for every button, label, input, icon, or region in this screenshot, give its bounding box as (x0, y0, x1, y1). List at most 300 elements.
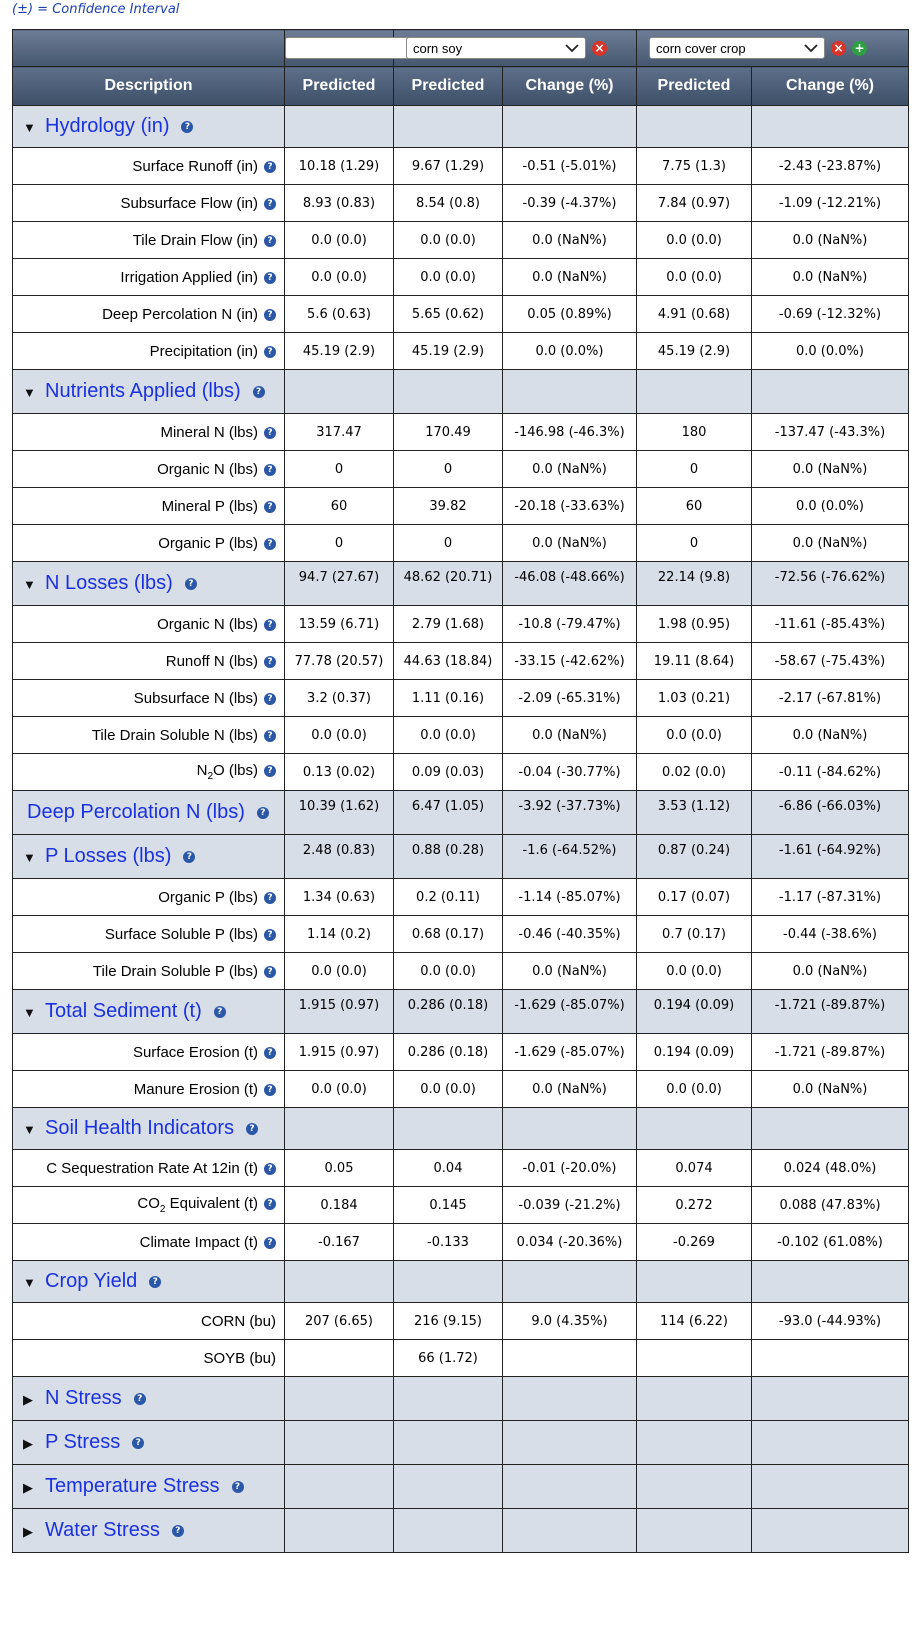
section-label[interactable]: Hydrology (in) (45, 115, 170, 137)
value-cell: 0 (285, 525, 394, 562)
column-header: Predicted (637, 67, 752, 106)
row-label-cell (13, 953, 285, 990)
value-cell: 1.03 (0.21) (637, 680, 752, 717)
value-cell: -146.98 (-46.3%) (503, 414, 637, 451)
collapsed-triangle-icon[interactable]: ▶ (23, 1436, 33, 1451)
section-value (752, 1377, 909, 1421)
section-value (637, 370, 752, 414)
value-cell: -137.47 (-43.3%) (752, 414, 909, 451)
section-value (285, 1377, 394, 1421)
section-label[interactable]: Soil Health Indicators (45, 1117, 234, 1139)
section-value: -1.6 (-64.52%) (503, 835, 637, 879)
value-cell: -2.09 (-65.31%) (503, 680, 637, 717)
section-label[interactable]: P Losses (lbs) (45, 845, 172, 867)
table-row (13, 222, 909, 259)
expanded-triangle-icon[interactable]: ▼ (23, 1122, 36, 1137)
section-value: -46.08 (-48.66%) (503, 562, 637, 606)
row-label: Tile Drain Soluble P (lbs) (92, 962, 258, 980)
value-cell: 0.184 (285, 1187, 394, 1224)
section-toggle[interactable] (13, 1509, 285, 1553)
section-value (503, 1421, 637, 1465)
section-toggle[interactable] (13, 1108, 285, 1150)
expanded-triangle-icon[interactable]: ▼ (23, 385, 36, 400)
scenario-selector-row (13, 30, 909, 67)
help-icon[interactable]: ? (264, 892, 276, 904)
section-row (13, 1465, 909, 1509)
help-icon[interactable]: ? (214, 1006, 226, 1018)
section-value (285, 1108, 394, 1150)
value-cell: 7.84 (0.97) (637, 185, 752, 222)
section-value (637, 106, 752, 148)
value-cell: 0.2 (0.11) (394, 879, 503, 916)
table-row (13, 185, 909, 222)
value-cell: -0.039 (-21.2%) (503, 1187, 637, 1224)
row-label-cell (13, 606, 285, 643)
row-label: Tile Drain Flow (in) (132, 231, 258, 249)
value-cell: 13.59 (6.71) (285, 606, 394, 643)
value-cell: 0.0 (0.0) (285, 1071, 394, 1108)
row-label-cell (13, 488, 285, 525)
section-toggle[interactable] (13, 370, 285, 414)
section-value (394, 1377, 503, 1421)
section-value (394, 1509, 503, 1553)
section-value (503, 106, 637, 148)
row-label-subscript: 2 (207, 771, 213, 782)
section-toggle[interactable] (13, 990, 285, 1034)
help-icon[interactable]: ? (149, 1276, 161, 1288)
value-cell: 0.0 (0.0) (637, 222, 752, 259)
value-cell: -0.69 (-12.32%) (752, 296, 909, 333)
row-label-cell (13, 1034, 285, 1071)
value-cell: -0.51 (-5.01%) (503, 148, 637, 185)
column-header: Change (%) (503, 67, 637, 106)
row-label-part: N (196, 762, 208, 779)
help-icon[interactable]: ? (264, 346, 276, 358)
remove-scenario-button[interactable]: × (592, 41, 607, 56)
help-icon[interactable]: ? (264, 619, 276, 631)
value-cell: 0.0 (0.0) (285, 717, 394, 754)
help-icon[interactable]: ? (264, 730, 276, 742)
section-toggle[interactable] (13, 1421, 285, 1465)
row-label-cell (13, 414, 285, 451)
row-label: Surface Soluble P (lbs) (104, 925, 258, 943)
section-value: -72.56 (-76.62%) (752, 562, 909, 606)
section-value (637, 1377, 752, 1421)
column-header: Predicted (285, 67, 394, 106)
value-cell: 317.47 (285, 414, 394, 451)
row-label-cell (13, 296, 285, 333)
table-row (13, 148, 909, 185)
value-cell: 216 (9.15) (394, 1303, 503, 1340)
section-value (394, 1261, 503, 1303)
value-cell: -58.67 (-75.43%) (752, 643, 909, 680)
section-value: 6.47 (1.05) (394, 791, 503, 835)
help-icon[interactable]: ? (253, 386, 265, 398)
row-label-cell (13, 1303, 285, 1340)
section-row (13, 791, 909, 835)
section-label[interactable]: Crop Yield (45, 1270, 138, 1292)
collapsed-triangle-icon[interactable]: ▶ (23, 1524, 33, 1539)
value-cell: 7.75 (1.3) (637, 148, 752, 185)
section-label[interactable]: Deep Percolation N (lbs) (27, 801, 245, 823)
section-value: 0.194 (0.09) (637, 990, 752, 1034)
value-cell: 45.19 (2.9) (285, 333, 394, 370)
value-cell: 0.0 (0.0%) (752, 488, 909, 525)
section-value (503, 370, 637, 414)
section-value (752, 1261, 909, 1303)
table-row (13, 333, 909, 370)
help-icon[interactable]: ? (264, 161, 276, 173)
section-value (637, 1421, 752, 1465)
help-icon[interactable]: ? (264, 235, 276, 247)
value-cell: 0.145 (394, 1187, 503, 1224)
table-row (13, 1034, 909, 1071)
row-label-cell (13, 1340, 285, 1377)
table-row (13, 1340, 909, 1377)
value-cell: 0.194 (0.09) (637, 1034, 752, 1071)
scenario-cell (285, 30, 394, 67)
row-label-cell (13, 1187, 285, 1224)
help-icon[interactable]: ? (264, 929, 276, 941)
row-label: Runoff N (lbs) (165, 652, 258, 670)
collapsed-triangle-icon[interactable]: ▶ (23, 1480, 33, 1495)
value-cell: -10.8 (-79.47%) (503, 606, 637, 643)
help-icon[interactable]: ? (264, 501, 276, 513)
value-cell: 0.0 (NaN%) (503, 451, 637, 488)
value-cell: 0.0 (NaN%) (752, 451, 909, 488)
section-toggle[interactable] (13, 835, 285, 879)
help-icon[interactable]: ? (264, 309, 276, 321)
value-cell: -1.721 (-89.87%) (752, 1034, 909, 1071)
expanded-triangle-icon[interactable]: ▼ (23, 850, 36, 865)
row-label-part: O (lbs) (213, 762, 258, 779)
value-cell: 5.65 (0.62) (394, 296, 503, 333)
section-value (394, 1421, 503, 1465)
table-row (13, 916, 909, 953)
collapsed-triangle-icon[interactable]: ▶ (23, 1392, 33, 1407)
help-icon[interactable]: ? (134, 1393, 146, 1405)
section-value: 0.88 (0.28) (394, 835, 503, 879)
row-label-cell (13, 222, 285, 259)
section-row (13, 990, 909, 1034)
help-icon[interactable]: ? (264, 1047, 276, 1059)
section-value (752, 106, 909, 148)
value-cell: -93.0 (-44.93%) (752, 1303, 909, 1340)
section-value (285, 1509, 394, 1553)
section-label[interactable]: Total Sediment (t) (45, 1000, 202, 1022)
value-cell: 0.0 (0.0) (637, 953, 752, 990)
value-cell: 0.13 (0.02) (285, 754, 394, 791)
row-label-cell (13, 525, 285, 562)
section-value (285, 1465, 394, 1509)
table-row (13, 754, 909, 791)
value-cell: 0.0 (0.0) (394, 717, 503, 754)
section-label[interactable]: P Stress (45, 1431, 121, 1453)
section-toggle[interactable] (13, 1377, 285, 1421)
help-icon[interactable]: ? (264, 765, 276, 777)
row-label-cell (13, 717, 285, 754)
section-value: 0.87 (0.24) (637, 835, 752, 879)
row-label: Tile Drain Soluble N (lbs) (91, 726, 258, 744)
value-cell: 60 (637, 488, 752, 525)
section-value (503, 1261, 637, 1303)
section-value (394, 106, 503, 148)
section-value (394, 1108, 503, 1150)
value-cell: 0.0 (NaN%) (752, 259, 909, 296)
expanded-triangle-icon[interactable]: ▼ (23, 1005, 36, 1020)
value-cell: 0.0 (0.0) (637, 717, 752, 754)
section-toggle[interactable] (13, 1261, 285, 1303)
section-value (503, 1108, 637, 1150)
value-cell: -11.61 (-85.43%) (752, 606, 909, 643)
confidence-interval-note: (±) = Confidence Interval (12, 2, 180, 17)
section-value (752, 1421, 909, 1465)
value-cell: 0.0 (NaN%) (752, 525, 909, 562)
help-icon[interactable]: ? (264, 464, 276, 476)
section-value (394, 1465, 503, 1509)
value-cell: 0.0 (NaN%) (503, 525, 637, 562)
section-toggle[interactable] (13, 562, 285, 606)
value-cell: 0.7 (0.17) (637, 916, 752, 953)
section-value (752, 1509, 909, 1553)
row-label-part: CO (137, 1195, 160, 1212)
value-cell: -2.17 (-67.81%) (752, 680, 909, 717)
row-label-cell (13, 879, 285, 916)
section-toggle[interactable] (13, 1465, 285, 1509)
column-header-row (13, 67, 909, 106)
section-value (752, 370, 909, 414)
table-row (13, 1303, 909, 1340)
help-icon[interactable]: ? (264, 1163, 276, 1175)
add-scenario-button[interactable]: + (852, 41, 867, 56)
table-row (13, 525, 909, 562)
help-icon[interactable]: ? (264, 272, 276, 284)
help-icon[interactable]: ? (232, 1481, 244, 1493)
table-row (13, 953, 909, 990)
value-cell: 0.09 (0.03) (394, 754, 503, 791)
value-cell: 0.0 (NaN%) (503, 953, 637, 990)
column-header: Predicted (394, 67, 503, 106)
row-label: Precipitation (in) (149, 342, 258, 360)
section-label[interactable]: Nutrients Applied (lbs) (45, 380, 241, 402)
section-row (13, 1108, 909, 1150)
value-cell: 0.0 (0.0) (394, 222, 503, 259)
table-row (13, 1187, 909, 1224)
value-cell: 0.0 (NaN%) (503, 259, 637, 296)
row-label: C Sequestration Rate At 12in (t) (46, 1159, 258, 1177)
value-cell: 1.98 (0.95) (637, 606, 752, 643)
help-icon[interactable]: ? (132, 1437, 144, 1449)
section-label[interactable]: N Stress (45, 1387, 122, 1409)
section-value: -1.721 (-89.87%) (752, 990, 909, 1034)
help-icon[interactable]: ? (264, 693, 276, 705)
chevron-down-icon (804, 41, 818, 55)
section-value (503, 1509, 637, 1553)
value-cell: -0.04 (-30.77%) (503, 754, 637, 791)
table-row (13, 488, 909, 525)
value-cell: -0.46 (-40.35%) (503, 916, 637, 953)
row-label: Organic P (lbs) (158, 534, 258, 552)
row-label-cell (13, 451, 285, 488)
row-label-cell (13, 333, 285, 370)
table-row (13, 259, 909, 296)
value-cell: 0 (637, 451, 752, 488)
value-cell: 45.19 (2.9) (394, 333, 503, 370)
row-label: Organic P (lbs) (158, 888, 258, 906)
row-label: CORN (bu) (200, 1312, 276, 1330)
value-cell: 19.11 (8.64) (637, 643, 752, 680)
row-label: Subsurface N (lbs) (133, 689, 258, 707)
value-cell: 10.18 (1.29) (285, 148, 394, 185)
value-cell: 77.78 (20.57) (285, 643, 394, 680)
value-cell: 1.14 (0.2) (285, 916, 394, 953)
section-label[interactable]: Temperature Stress (45, 1475, 220, 1497)
value-cell: 0.0 (0.0) (394, 259, 503, 296)
section-label[interactable]: N Losses (lbs) (45, 572, 173, 594)
value-cell: -20.18 (-33.63%) (503, 488, 637, 525)
section-value: -1.629 (-85.07%) (503, 990, 637, 1034)
help-icon[interactable]: ? (185, 578, 197, 590)
section-value (285, 1421, 394, 1465)
remove-scenario-button[interactable]: × (831, 41, 846, 56)
section-toggle[interactable] (13, 106, 285, 148)
scenario-select[interactable] (406, 37, 586, 59)
row-label-cell (13, 916, 285, 953)
value-cell: 0.05 (285, 1150, 394, 1187)
row-label: Organic N (lbs) (157, 615, 258, 633)
row-label: Subsurface Flow (in) (120, 194, 258, 212)
row-label: Mineral P (lbs) (161, 497, 258, 515)
help-icon[interactable]: ? (257, 807, 269, 819)
value-cell: 0.0 (NaN%) (752, 953, 909, 990)
section-value: -6.86 (-66.03%) (752, 791, 909, 835)
table-row (13, 296, 909, 333)
value-cell: -1.14 (-85.07%) (503, 879, 637, 916)
column-header: Change (%) (752, 67, 909, 106)
help-icon[interactable]: ? (264, 1198, 276, 1210)
help-icon[interactable]: ? (172, 1525, 184, 1537)
value-cell: 60 (285, 488, 394, 525)
help-icon[interactable]: ? (181, 121, 193, 133)
row-label-cell (13, 148, 285, 185)
help-icon[interactable]: ? (183, 851, 195, 863)
section-value (637, 1509, 752, 1553)
value-cell: -1.17 (-87.31%) (752, 879, 909, 916)
value-cell: 0.0 (0.0) (285, 953, 394, 990)
value-cell: 0.272 (637, 1187, 752, 1224)
section-label[interactable]: Water Stress (45, 1519, 160, 1541)
section-value (503, 1377, 637, 1421)
row-label-cell (13, 643, 285, 680)
value-cell (637, 1340, 752, 1377)
row-label-cell (13, 1224, 285, 1261)
section-value (637, 1108, 752, 1150)
value-cell: -0.269 (637, 1224, 752, 1261)
row-label-cell (13, 1150, 285, 1187)
value-cell: 44.63 (18.84) (394, 643, 503, 680)
value-cell: 0.034 (-20.36%) (503, 1224, 637, 1261)
value-cell: -0.39 (-4.37%) (503, 185, 637, 222)
section-value: 10.39 (1.62) (285, 791, 394, 835)
section-value: 1.915 (0.97) (285, 990, 394, 1034)
help-icon[interactable]: ? (264, 1084, 276, 1096)
scenario-cell (637, 30, 909, 67)
value-cell: -0.01 (-20.0%) (503, 1150, 637, 1187)
row-label-cell (13, 1071, 285, 1108)
chevron-down-icon (565, 41, 579, 55)
help-icon[interactable]: ? (264, 538, 276, 550)
expanded-triangle-icon[interactable]: ▼ (23, 1275, 36, 1290)
help-icon[interactable]: ? (264, 966, 276, 978)
value-cell (752, 1340, 909, 1377)
value-cell: 0 (394, 525, 503, 562)
value-cell: 0.286 (0.18) (394, 1034, 503, 1071)
value-cell: 5.6 (0.63) (285, 296, 394, 333)
value-cell: 0.0 (0.0) (394, 953, 503, 990)
expanded-triangle-icon[interactable]: ▼ (23, 577, 36, 592)
value-cell: 0.088 (47.83%) (752, 1187, 909, 1224)
value-cell: 4.91 (0.68) (637, 296, 752, 333)
value-cell: -33.15 (-42.62%) (503, 643, 637, 680)
section-row (13, 1421, 909, 1465)
value-cell: 0 (285, 451, 394, 488)
value-cell: 2.79 (1.68) (394, 606, 503, 643)
help-icon[interactable]: ? (264, 1237, 276, 1249)
help-icon[interactable]: ? (246, 1123, 258, 1135)
table-row (13, 879, 909, 916)
value-cell: 0.02 (0.0) (637, 754, 752, 791)
help-icon[interactable]: ? (264, 656, 276, 668)
section-row (13, 106, 909, 148)
section-row (13, 562, 909, 606)
section-toggle[interactable] (13, 791, 285, 835)
value-cell: -0.44 (-38.6%) (752, 916, 909, 953)
row-label: Deep Percolation N (in) (102, 305, 258, 323)
row-label: Manure Erosion (t) (133, 1080, 258, 1098)
value-cell: -1.629 (-85.07%) (503, 1034, 637, 1071)
row-label: SOYB (bu) (203, 1349, 276, 1367)
section-value (285, 1261, 394, 1303)
row-label-cell (13, 185, 285, 222)
table-row (13, 1071, 909, 1108)
section-value: 48.62 (20.71) (394, 562, 503, 606)
value-cell: -2.43 (-23.87%) (752, 148, 909, 185)
section-value: 3.53 (1.12) (637, 791, 752, 835)
value-cell: 0.05 (0.89%) (503, 296, 637, 333)
column-header: Description (13, 67, 285, 106)
value-cell: 0 (394, 451, 503, 488)
section-value: 94.7 (27.67) (285, 562, 394, 606)
section-value: -3.92 (-37.73%) (503, 791, 637, 835)
scenario-select[interactable] (649, 37, 825, 59)
section-row (13, 1377, 909, 1421)
help-icon[interactable]: ? (264, 198, 276, 210)
scenario-select-value: corn cover crop (656, 41, 746, 56)
value-cell: 180 (637, 414, 752, 451)
row-label (137, 1195, 258, 1215)
section-value (503, 1465, 637, 1509)
value-cell: 0.0 (0.0%) (752, 333, 909, 370)
value-cell: 0.0 (NaN%) (503, 222, 637, 259)
row-label-cell (13, 259, 285, 296)
results-table (12, 29, 909, 1553)
section-value: 22.14 (9.8) (637, 562, 752, 606)
value-cell: 0.0 (0.0) (637, 259, 752, 296)
table-row (13, 1224, 909, 1261)
expanded-triangle-icon[interactable]: ▼ (23, 120, 36, 135)
help-icon[interactable]: ? (264, 427, 276, 439)
section-value (752, 1465, 909, 1509)
